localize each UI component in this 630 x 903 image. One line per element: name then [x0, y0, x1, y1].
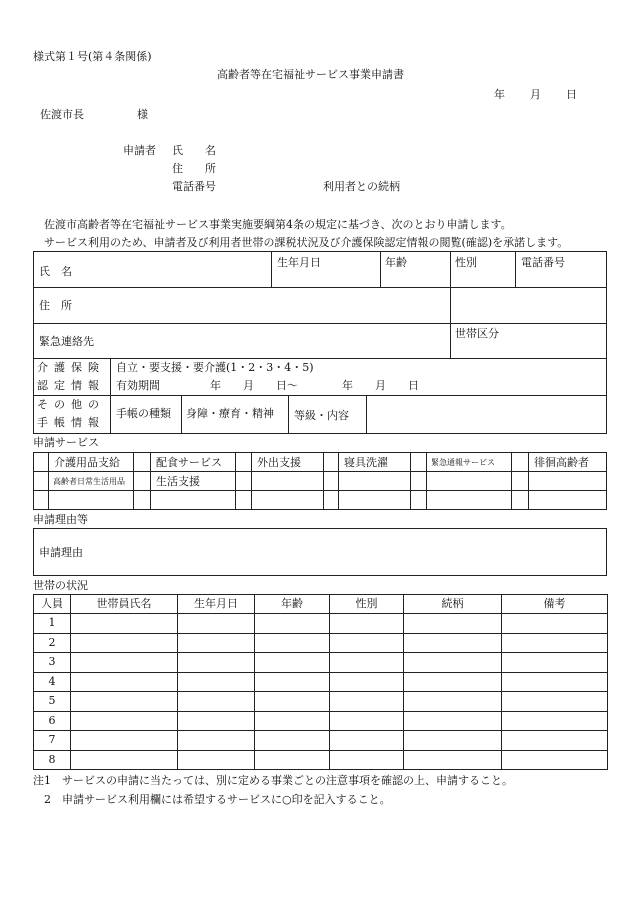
- household-type-label: 世帯区分: [455, 327, 499, 340]
- user-address-label: 住 所: [39, 299, 72, 312]
- date-year: 年: [494, 88, 505, 101]
- honorific: 様: [137, 108, 148, 121]
- care-levels[interactable]: 自立・要支援・要介護(1・2・3・4・5): [116, 361, 314, 374]
- header-remarks: 備考: [502, 595, 608, 614]
- reason-section-title: 申請理由等: [33, 513, 88, 526]
- table-row[interactable]: [34, 731, 608, 751]
- row-number: 8: [34, 750, 71, 770]
- row-number: 6: [34, 711, 71, 731]
- date-month: 月: [530, 88, 541, 101]
- household-section-title: 世帯の状況: [33, 579, 88, 592]
- services-section-title: 申請サービス: [33, 436, 99, 449]
- service-emergency-alert[interactable]: 緊急通報サービス: [431, 458, 495, 467]
- table-row[interactable]: [34, 711, 608, 731]
- note-1: 注1 サービスの申請に当たっては、別に定める事業ごとの注意事項を確認の上、申請すること。: [33, 774, 513, 787]
- household-table: [33, 594, 608, 770]
- table-row[interactable]: [34, 653, 608, 673]
- header-age: 年齢: [255, 595, 330, 614]
- table-row[interactable]: [34, 672, 608, 692]
- service-wandering-elderly[interactable]: 徘徊高齢者: [534, 456, 589, 469]
- header-relationship: 続柄: [404, 595, 502, 614]
- note-2: 2 申請サービス利用欄には希望するサービスに○印を記入すること。: [44, 793, 391, 806]
- other-label-line-2: 手帳情報: [37, 416, 105, 429]
- applicant-label: 申請者: [123, 144, 156, 157]
- statement-line-1: 佐渡市高齢者等在宅福祉サービス事業実施要綱第4条の規定に基づき、次のとおり申請します。: [44, 218, 512, 231]
- row-number: 5: [34, 692, 71, 712]
- reason-label: 申請理由: [39, 546, 83, 559]
- date-day: 日: [566, 88, 577, 101]
- header-member-name: 世帯員氏名: [71, 595, 178, 614]
- user-gender-label-2: 性別: [455, 256, 477, 269]
- service-daily-goods[interactable]: 高齢者日常生活用品: [53, 477, 125, 486]
- user-birthdate-label-2: 生年月日: [277, 256, 321, 269]
- service-bedding-wash[interactable]: 寝具洗濯: [344, 456, 388, 469]
- booklet-options[interactable]: 身障・療育・精神: [186, 407, 274, 420]
- service-life-support[interactable]: 生活支援: [156, 475, 200, 488]
- table-row[interactable]: [34, 614, 608, 634]
- statement-line-2: サービス利用のため、申請者及び利用者世帯の課税状況及び介護保険認定情報の閲覧(確認)を承諾します。: [44, 236, 569, 249]
- user-name-label-2: 氏 名: [39, 265, 72, 278]
- applicant-name-label: 氏 名: [172, 144, 216, 157]
- validity-dates[interactable]: 年 月 日～ 年 月 日: [210, 379, 419, 392]
- header-birthdate: 生年月日: [178, 595, 255, 614]
- grade-label: 等級・内容: [294, 409, 349, 422]
- validity-label: 有効期間: [116, 379, 160, 392]
- care-label-line-1: 介護保険: [37, 361, 105, 374]
- row-number: 7: [34, 731, 71, 751]
- care-label-line-2: 認定情報: [37, 379, 105, 392]
- form-title: 高齢者等在宅福祉サービス事業申請書: [217, 68, 404, 81]
- form-number: 様式第１号(第４条関係): [33, 50, 152, 63]
- row-number: 4: [34, 672, 71, 692]
- header-gender: 性別: [330, 595, 404, 614]
- applicant-phone-label: 電話番号: [172, 180, 216, 193]
- emergency-contact-label: 緊急連絡先: [39, 335, 94, 348]
- header-members: 人員: [34, 595, 71, 614]
- service-outing-support[interactable]: 外出支援: [257, 456, 301, 469]
- booklet-type-label: 手帳の種類: [116, 407, 171, 420]
- table-row[interactable]: [34, 692, 608, 712]
- user-age-label: 年齢: [385, 256, 407, 269]
- service-meal-delivery[interactable]: 配食サービス: [156, 456, 222, 469]
- service-care-goods[interactable]: 介護用品支給: [54, 456, 120, 469]
- row-number: 3: [34, 653, 71, 673]
- other-label-line-1: その他の: [37, 398, 105, 411]
- row-number: 2: [34, 633, 71, 653]
- user-phone-label-2: 電話番号: [521, 256, 565, 269]
- row-number: 1: [34, 614, 71, 634]
- household-header-row: [34, 595, 608, 614]
- addressee: 佐渡市長: [40, 108, 84, 121]
- table-row[interactable]: [34, 633, 608, 653]
- applicant-relationship-label: 利用者との続柄: [323, 180, 400, 193]
- applicant-address-label: 住 所: [172, 162, 216, 175]
- table-row[interactable]: [34, 750, 608, 770]
